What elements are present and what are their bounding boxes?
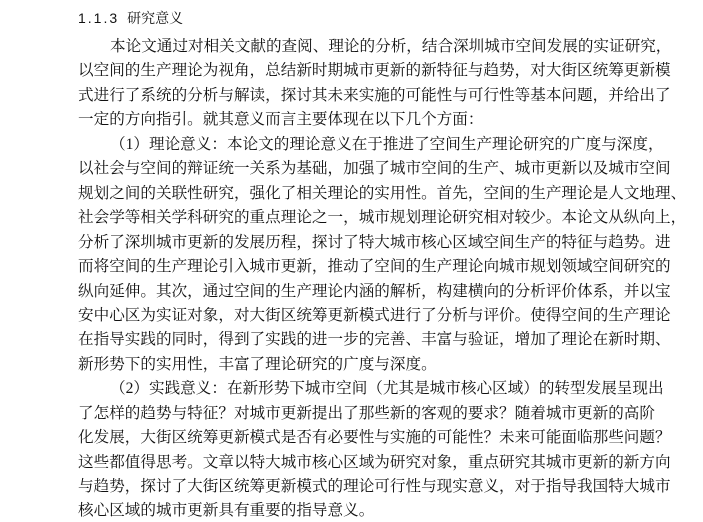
section-heading: [78, 8, 183, 28]
text-line: 安中心区为实证对象，对大街区统筹更新模式进行了分析与评价。使得空间的生产理论: [78, 307, 671, 324]
text-line: 与趋势，探讨了大街区统筹更新模式的理论可行性与现实意义，对于指导我国特大城市: [78, 478, 671, 495]
text-line: 而将空间的生产理论引入城市更新，推动了空间的生产理论向城市规划领域空间研究的: [78, 258, 671, 275]
text-line: 这些都值得思考。文章以特大城市核心区域为研究对象，重点研究其城市更新的新方向: [78, 454, 671, 471]
text-line: 分析了深圳城市更新的发展历程，探讨了特大城市核心区域空间生产的特征与趋势。进: [78, 234, 671, 251]
text-line: 以空间的生产理论为视角，总结新时期城市更新的新特征与趋势，对大街区统筹更新模: [78, 62, 671, 79]
text-line: 以社会与空间的辩证统一关系为基础，加强了城市空间的生产、城市更新以及城市空间: [78, 160, 671, 177]
text-line: 了怎样的趋势与特征？对城市更新提出了那些新的客观的要求？随着城市更新的高阶: [78, 405, 655, 422]
text-line: 化发展，大街区统筹更新模式是否有必要性与实施的可能性？未来可能面临那些问题？: [78, 429, 671, 446]
text-line: 本论文通过对相关文献的查阅、理论的分析，结合深圳城市空间发展的实证研究，: [110, 38, 672, 55]
text-line: （1）理论意义：本论文的理论意义在于推进了空间生产理论研究的广度与深度，: [110, 136, 664, 153]
text-line: 一定的方向指引。就其意义而言主要体现在以下几个方面：: [78, 111, 484, 128]
text-line: 式进行了系统的分析与解读，探讨其未来实施的可能性与可行性等基本问题，并给出了: [78, 87, 671, 104]
text-line: （2）实践意义：在新形势下城市空间（尤其是城市核心区域）的转型发展呈现出: [110, 380, 664, 397]
text-line: 社会学等相关学科研究的重点理论之一，城市规划理论研究相对较少。本论文从纵向上，: [78, 209, 687, 226]
text-line: 在指导实践的同时，得到了实践的进一步的完善、丰富与验证，增加了理论在新时期、: [78, 331, 671, 348]
text-line: 新形势下的实用性，丰富了理论研究的广度与深度。: [78, 356, 437, 373]
section-number: 1.1.3: [78, 10, 120, 26]
text-line: 纵向延伸。其次，通过空间的生产理论内涵的解析，构建横向的分析评价体系，并以宝: [78, 283, 671, 300]
section-title: 研究意义: [127, 10, 184, 26]
text-line: 核心区域的城市更新具有重要的指导意义。: [78, 502, 375, 519]
text-line: 规划之间的关联性研究，强化了相关理论的实用性。首先，空间的生产理论是人文地理、: [78, 185, 687, 202]
